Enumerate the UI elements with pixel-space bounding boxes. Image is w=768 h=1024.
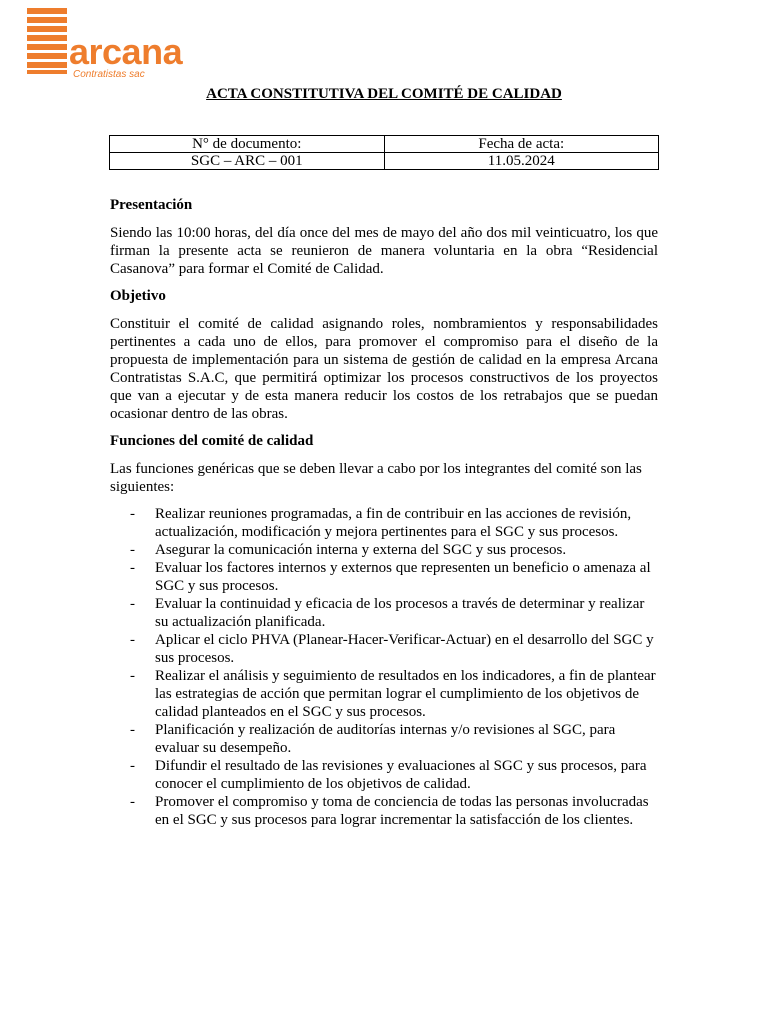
list-item xyxy=(110,505,658,541)
list-item xyxy=(110,667,658,721)
doc-number-value: SGC – ARC – 001 xyxy=(110,153,385,170)
date-label: Fecha de acta: xyxy=(384,136,659,153)
logo-tagline: Contratistas sac xyxy=(73,69,145,80)
bullet-dash: - xyxy=(130,632,135,648)
date-value: 11.05.2024 xyxy=(384,153,659,170)
objetivo-text: Constituir el comité de calidad asignando roles, nombramientos y responsabilidades pertinentes a cada uno de ellos, para promover el compromiso para el diseño de la propuesta de implementación para un sistema de gestión de calidad en la empresa Arcana Contratistas S.A.C, que permitirá optimizar los procesos constructivos de los proyectos que van a ejecutar y de esta manera reducir los costos de los retrabajos que se puedan ocasionar dentro de las obras. xyxy=(110,316,658,422)
list-item xyxy=(110,541,658,559)
doc-number-label: N° de documento: xyxy=(110,136,385,153)
list-item-text: Difundir el resultado de las revisiones y evaluaciones al SGC y sus procesos, para conocer el cumplimiento de los objetivos de calidad. xyxy=(155,758,647,792)
document-meta-table xyxy=(109,135,659,170)
list-item-text: Evaluar la continuidad y eficacia de los procesos a través de determinar y realizar su actualización planificada. xyxy=(155,596,645,630)
funciones-list xyxy=(110,505,658,829)
bullet-dash: - xyxy=(130,506,135,522)
list-item-text: Aplicar el ciclo PHVA (Planear-Hacer-Verificar-Actuar) en el desarrollo del SGC y sus procesos. xyxy=(155,632,654,666)
list-item xyxy=(110,721,658,757)
list-item xyxy=(110,631,658,667)
company-logo xyxy=(27,8,183,80)
list-item-text: Realizar el análisis y seguimiento de resultados en los indicadores, a fin de plantear las estrategias de acción que permitan lograr el cumplimiento de los objetivos de calidad planteados en el SGC y sus procesos. xyxy=(155,668,656,720)
list-item-text: Evaluar los factores internos y externos que representen un beneficio o amenaza al SGC y sus procesos. xyxy=(155,560,651,594)
list-item-text: Planificación y realización de auditorías internas y/o revisiones al SGC, para evaluar su desempeño. xyxy=(155,722,616,756)
presentacion-heading: Presentación xyxy=(110,197,193,213)
logo-brand-name: arcana xyxy=(69,31,183,72)
document-body xyxy=(110,196,658,829)
bullet-dash: - xyxy=(130,542,135,558)
list-item-text: Realizar reuniones programadas, a fin de contribuir en las acciones de revisión, actualización, modificación y mejora pertinentes para el SGC y sus procesos. xyxy=(155,506,632,540)
list-item-text: Asegurar la comunicación interna y externa del SGC y sus procesos. xyxy=(155,542,567,558)
meta-header-row xyxy=(110,136,659,153)
funciones-heading: Funciones del comité de calidad xyxy=(110,433,314,449)
bullet-dash: - xyxy=(130,560,135,576)
list-item xyxy=(110,559,658,595)
logo-stripes-icon xyxy=(27,8,67,74)
list-item xyxy=(110,595,658,631)
bullet-dash: - xyxy=(130,668,135,684)
bullet-dash: - xyxy=(130,758,135,774)
document-title: ACTA CONSTITUTIVA DEL COMITÉ DE CALIDAD xyxy=(206,86,562,102)
bullet-dash: - xyxy=(130,596,135,612)
bullet-dash: - xyxy=(130,722,135,738)
funciones-intro: Las funciones genéricas que se deben llevar a cabo por los integrantes del comité son las siguientes: xyxy=(110,461,642,495)
presentacion-text: Siendo las 10:00 horas, del día once del mes de mayo del año dos mil veinticuatro, los que firman la presente acta se reunieron de manera voluntaria en la obra “Residencial Casanova” para formar el Comité de Calidad. xyxy=(110,225,658,277)
meta-value-row xyxy=(110,153,659,170)
objetivo-heading: Objetivo xyxy=(110,288,166,304)
bullet-dash: - xyxy=(130,794,135,810)
list-item-text: Promover el compromiso y toma de conciencia de todas las personas involucradas en el SGC y sus procesos para lograr incrementar la satisfacción de los clientes. xyxy=(155,794,649,828)
list-item xyxy=(110,793,658,829)
list-item xyxy=(110,757,658,793)
